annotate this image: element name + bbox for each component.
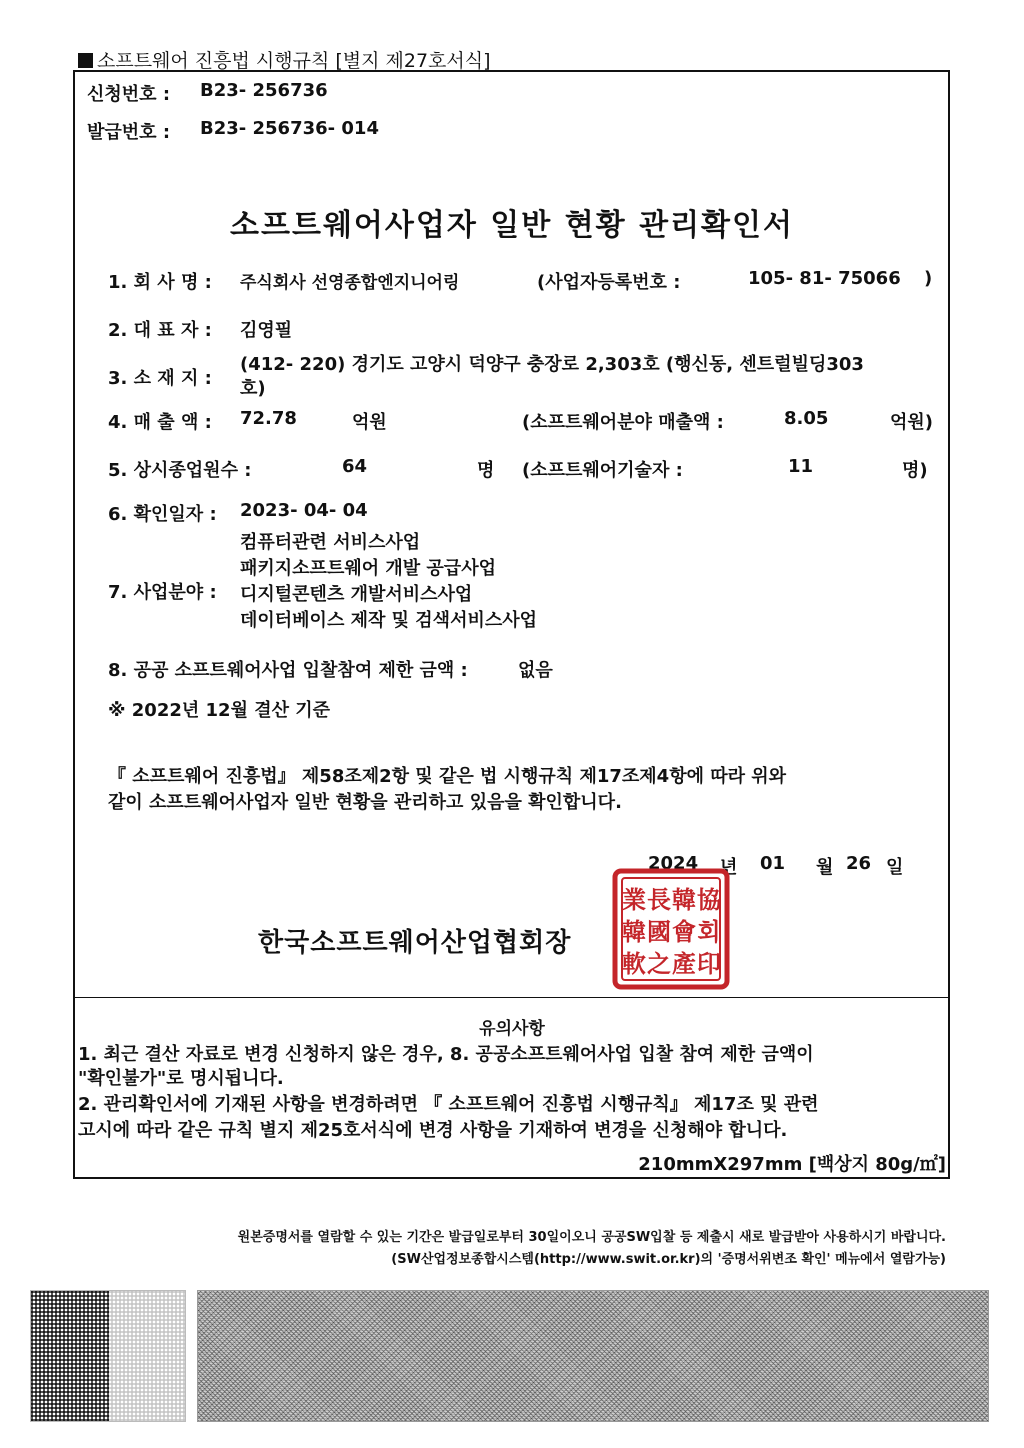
employees-value: 64 xyxy=(342,456,368,477)
business-area-item: 컴퓨터관련 서비스사업 xyxy=(240,532,421,553)
notes-title: 유의사항 xyxy=(479,1019,545,1039)
engineers-value: 11 xyxy=(788,456,814,477)
ceo-label: 2. 대 표 자 : xyxy=(108,320,212,341)
company-name: 주식회사 선영종합엔지니어링 xyxy=(240,273,460,293)
employees-unit: 명 xyxy=(477,460,495,481)
business-area-item: 디지털콘텐츠 개발서비스사업 xyxy=(240,584,473,605)
note-line: 1. 최근 결산 자료로 변경 신청하지 않은 경우, 8. 공공소프트웨어사업 입찰 참여 제한 금액이 xyxy=(78,1044,814,1065)
seal-glyph: 之 xyxy=(647,949,671,978)
sw-sales-value: 8.05 xyxy=(784,408,829,429)
application-number: B23- 256736 xyxy=(200,80,328,101)
seal-glyph: 協 xyxy=(697,885,721,914)
company-name-label: 1. 회 사 명 : xyxy=(108,272,212,293)
issue-day: 26 xyxy=(846,853,872,874)
business-reg-number: 105- 81- 75066 xyxy=(748,268,901,289)
engineers-unit: 명) xyxy=(902,460,928,481)
square-bullet-icon xyxy=(78,53,93,68)
seal-glyph: 韓 xyxy=(672,885,696,914)
issue-year: 2024 xyxy=(648,853,699,874)
issuer-name: 한국소프트웨어산업협회장 xyxy=(258,928,572,958)
sw-sales-label: (소프트웨어분야 매출액 : xyxy=(522,412,724,433)
business-reg-label: (사업자등록번호 : xyxy=(537,272,681,293)
address-line-2: 호) xyxy=(240,378,266,399)
business-area-item: 데이터베이스 제작 및 검색서비스사업 xyxy=(240,610,538,631)
employees-label: 5. 상시종업원수 : xyxy=(108,460,252,481)
footer-verify-link: (SW산업정보종합시스템(http://www.swit.or.kr)의 '증명서위변조 확인' 메뉴에서 열람가능) xyxy=(391,1252,946,1267)
application-number-label: 신청번호 : xyxy=(87,84,171,105)
notes-divider xyxy=(73,997,950,998)
settlement-basis-note: ※ 2022년 12월 결산 기준 xyxy=(108,700,331,721)
official-seal-icon xyxy=(612,868,730,990)
confirm-date: 2023- 04- 04 xyxy=(240,500,368,521)
note-line: "확인불가"로 명시됩니다. xyxy=(78,1068,284,1089)
business-area-label: 7. 사업분야 : xyxy=(108,582,217,603)
year-unit: 년 xyxy=(720,857,738,878)
paper-spec: 210mmX297mm [백상지 80g/㎡] xyxy=(638,1154,946,1175)
engineers-label: (소프트웨어기술자 : xyxy=(522,460,683,481)
day-unit: 일 xyxy=(886,857,904,878)
note-line: 고시에 따라 같은 규칙 별지 제25호서식에 변경 사항을 기재하여 변경을 신청해야 합니다. xyxy=(78,1120,788,1141)
seal-glyph: 軟 xyxy=(622,949,646,978)
seal-glyph: 韓 xyxy=(622,917,646,946)
seal-glyph: 業 xyxy=(622,885,646,914)
issue-number-label: 발급번호 : xyxy=(87,122,171,143)
month-unit: 월 xyxy=(816,857,834,878)
address-line-1: (412- 220) 경기도 고양시 덕양구 충장로 2,303호 (행신동, 센트럴빌딩303 xyxy=(240,354,864,375)
bid-restriction-value: 없음 xyxy=(518,660,553,681)
sw-sales-unit: 억원) xyxy=(890,412,934,433)
confirm-date-label: 6. 확인일자 : xyxy=(108,504,217,525)
barcode-image xyxy=(30,1290,186,1422)
seal-glyph: 회 xyxy=(697,917,721,946)
declaration-line-2: 같이 소프트웨어사업자 일반 현황을 관리하고 있음을 확인합니다. xyxy=(108,792,622,813)
seal-glyph: 產 xyxy=(672,949,696,978)
sales-label: 4. 매 출 액 : xyxy=(108,412,212,433)
issue-number: B23- 256736- 014 xyxy=(200,118,379,139)
business-reg-close: ) xyxy=(924,268,933,289)
ceo-name: 김영필 xyxy=(240,320,293,341)
seal-glyph: 長 xyxy=(647,885,671,914)
security-pattern-image xyxy=(197,1290,989,1422)
document-title: 소프트웨어사업자 일반 현황 관리확인서 xyxy=(230,208,794,243)
address-label: 3. 소 재 지 : xyxy=(108,368,212,389)
bid-restriction-label: 8. 공공 소프트웨어사업 입찰참여 제한 금액 : xyxy=(108,660,468,681)
business-area-item: 패키지소프트웨어 개발 공급사업 xyxy=(240,558,496,579)
footer-notice: 원본증명서를 열람할 수 있는 기간은 발급일로부터 30일이오니 공공SW입찰 등 제출시 새로 발급받아 사용하시기 바랍니다. xyxy=(237,1230,946,1245)
sales-unit: 억원 xyxy=(352,412,387,433)
seal-glyph: 印 xyxy=(697,949,721,978)
form-label: 소프트웨어 진흥법 시행규칙 [별지 제27호서식] xyxy=(78,46,491,73)
declaration-line-1: 『 소프트웨어 진흥법』 제58조제2항 및 같은 법 시행규칙 제17조제4항에 따라 위와 xyxy=(108,766,787,787)
seal-glyph: 國 xyxy=(647,917,671,946)
issue-month: 01 xyxy=(760,853,786,874)
seal-glyph: 會 xyxy=(672,917,696,946)
note-line: 2. 관리확인서에 기재된 사항을 변경하려면 『 소프트웨어 진흥법 시행규칙』 제17조 및 관련 xyxy=(78,1094,819,1115)
sales-value: 72.78 xyxy=(240,408,297,429)
